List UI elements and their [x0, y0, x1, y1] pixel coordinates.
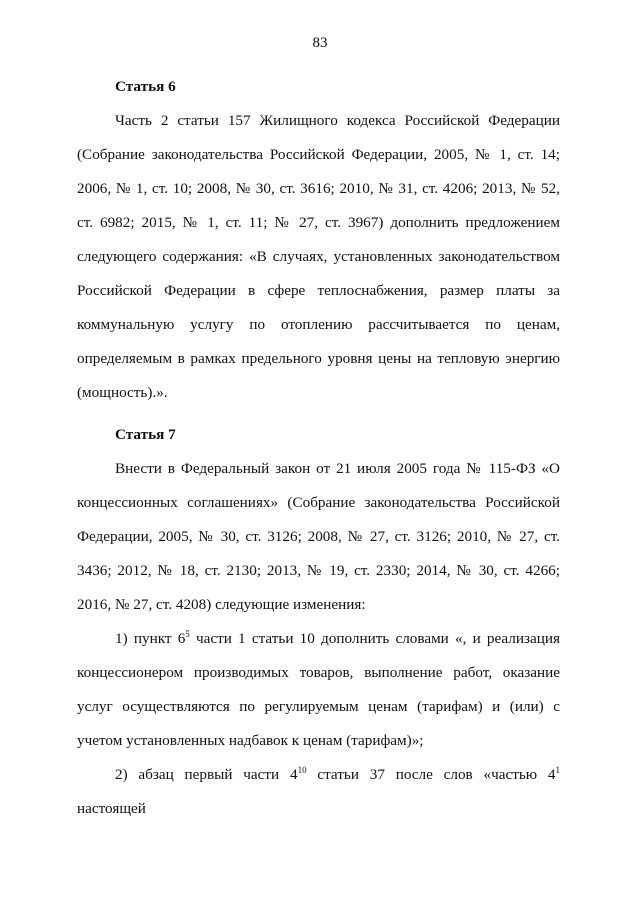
item-2-text-end: настоящей [77, 800, 146, 817]
article-7-item-2 [77, 758, 560, 826]
page-number: 83 [312, 35, 328, 51]
item-1-superscript: 5 [185, 628, 190, 639]
item-1-text-start: 1) пункт 6 [115, 630, 186, 647]
article-6-paragraph: Часть 2 статьи 157 Жилищного кодекса Российской Федерации (Собрание законодательства Российской Федерации, 2005, № 1, ст. 14; 2006, № 1, ст. 10; 2008, № 30, ст. 3616; 2010, № 31, ст. 4206; 2013, № 52, ст. 6982; 2015, № 1, ст. 11; № 27, ст. 3967) дополнить предложением следующего содержания: «В случаях, установленных законодательством Российской Федерации в сфере теплоснабжения, размер платы за коммунальную услугу по отоплению рассчитывается по ценам, определяемым в рамках предельного уровня цены на тепловую энергию (мощность).». [77, 112, 560, 401]
item-1-text-end: части 1 статьи 10 дополнить словами «, и реализация концессионером производимых товаров, выполнение работ, оказание услуг осуществляются по регулируемым ценам (тарифам) и (или) с учетом установленных надбавок к ценам (тарифам)»; [77, 630, 560, 749]
item-2-text-start: 2) абзац первый части 4 [115, 766, 298, 783]
document-body [77, 70, 560, 826]
article-6-heading: Статья 6 [115, 78, 176, 95]
article-7-item-1 [77, 622, 560, 758]
article-7-intro-paragraph: Внести в Федеральный закон от 21 июля 2005 года № 115-ФЗ «О концессионных соглашениях» (Собрание законодательства Российской Федерации, 2005, № 30, ст. 3126; 2008, № 27, ст. 3126; 2010, № 27, ст. 3436; 2012, № 18, ст. 2130; 2013, № 19, ст. 2330; 2014, № 30, ст. 4266; 2016, № 27, ст. 4208) следующие изменения: [77, 460, 560, 613]
item-2-superscript-2: 1 [555, 764, 560, 775]
item-2-text-middle: статьи 37 после слов «частью 4 [306, 766, 556, 783]
section-gap [77, 410, 560, 418]
article-7-heading: Статья 7 [115, 426, 176, 443]
item-2-superscript-1: 10 [297, 764, 307, 775]
